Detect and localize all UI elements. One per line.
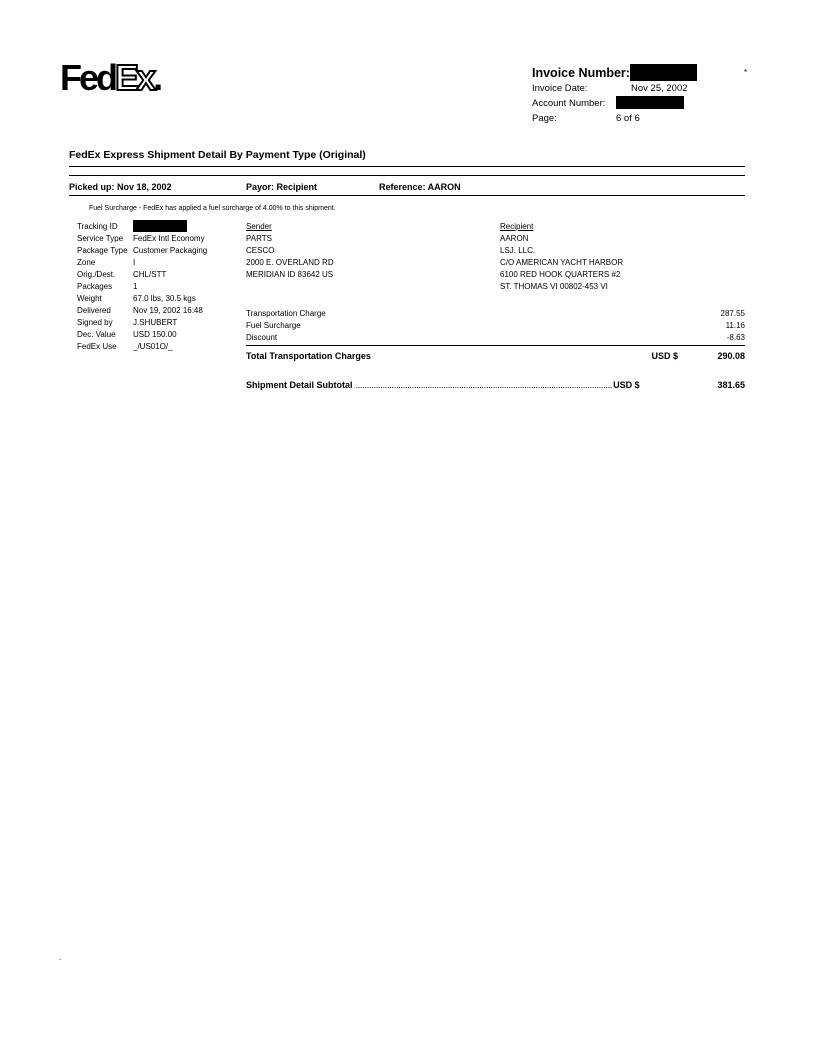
picked-up: Picked up: Nov 18, 2002 [69,182,172,192]
detail-label: Zone [77,258,96,267]
detail-label: Weight [77,294,102,303]
page-title: FedEx Express Shipment Detail By Payment Type (Original) [69,149,366,161]
redacted-invoice-number [630,64,697,81]
detail-label: Delivered [77,306,111,315]
charge-amount: -8.63 [726,333,745,342]
subtotal-currency: USD $ [613,380,640,390]
redacted-account-number [616,96,684,109]
detail-label: Tracking ID [77,222,118,231]
recipient-line: LSJ. LLC. [500,246,536,255]
invoice-date-label: Invoice Date: [532,83,588,94]
sender-line: PARTS [246,234,272,243]
subtotal-row [246,380,640,390]
charge-amount: 11.16 [725,321,745,330]
sender-heading: Sender [246,222,272,231]
detail-label: Packages [77,282,113,291]
detail-label: Package Type [77,246,128,255]
detail-label: Dec. Value [77,330,116,339]
sender-line: CESCO [246,246,275,255]
page-value: 6 of 6 [616,113,640,124]
invoice-date: Nov 25, 2002 [631,83,688,94]
total-label: Total Transportation Charges [246,351,371,361]
subtotal-label: Shipment Detail Subtotal [246,380,353,390]
detail-value: Customer Packaging [133,246,208,255]
detail-value: 1 [133,282,138,291]
subtotal-amount: 381.65 [717,380,745,390]
recipient-line: 6100 RED HOOK QUARTERS #2 [500,270,621,279]
detail-value: USD 150.00 [133,330,177,339]
detail-value: FedEx Intl Economy [133,234,205,243]
divider [69,195,745,196]
total-currency: USD $ [651,351,678,361]
charge-label: Discount [246,333,278,342]
detail-value: J.SHUBERT [133,318,178,327]
footer-mark: . [59,953,62,962]
sender-line: 2000 E. OVERLAND RD [246,258,334,267]
fuel-surcharge-note: Fuel Surcharge - FedEx has applied a fuel surcharge of 4.00% to this shipment. [89,205,336,212]
divider [69,166,745,167]
invoice-number-label: Invoice Number: [532,66,630,80]
charge-label: Transportation Charge [246,309,326,318]
total-amount: 290.08 [717,351,745,361]
detail-value: CHL/STT [133,270,167,279]
account-number-label: Account Number: [532,98,606,109]
detail-value: _/US01O/_ [133,342,173,351]
reference: Reference: AARON [379,182,461,192]
recipient-line: C/O AMERICAN YACHT HARBOR [500,258,624,267]
recipient-line: AARON [500,234,529,243]
divider [69,175,745,176]
recipient-line: ST. THOMAS VI 00802-453 VI [500,282,608,291]
fedex-logo: FedEx. [60,57,161,98]
detail-label: Orig./Dest. [77,270,116,279]
detail-value: 67.0 lbs, 30.5 kgs [133,294,196,303]
page-label: Page: [532,113,557,124]
detail-label: FedEx Use [77,342,117,351]
asterisk: * [744,68,748,77]
recipient-heading: Recipient [500,222,534,231]
detail-label: Service Type [77,234,124,243]
dot-leader: .................................................................................................................. [355,380,613,390]
payor: Payor: Recipient [246,182,318,192]
detail-label: Signed by [77,318,113,327]
detail-value: I [133,258,136,267]
charge-label: Fuel Surcharge [246,321,301,330]
detail-value: Nov 19, 2002 16:48 [133,306,203,315]
sender-line: MERIDIAN ID 83642 US [246,270,334,279]
divider [246,345,745,346]
charge-amount: 287.55 [720,309,745,318]
redacted-tracking-id [133,220,187,232]
